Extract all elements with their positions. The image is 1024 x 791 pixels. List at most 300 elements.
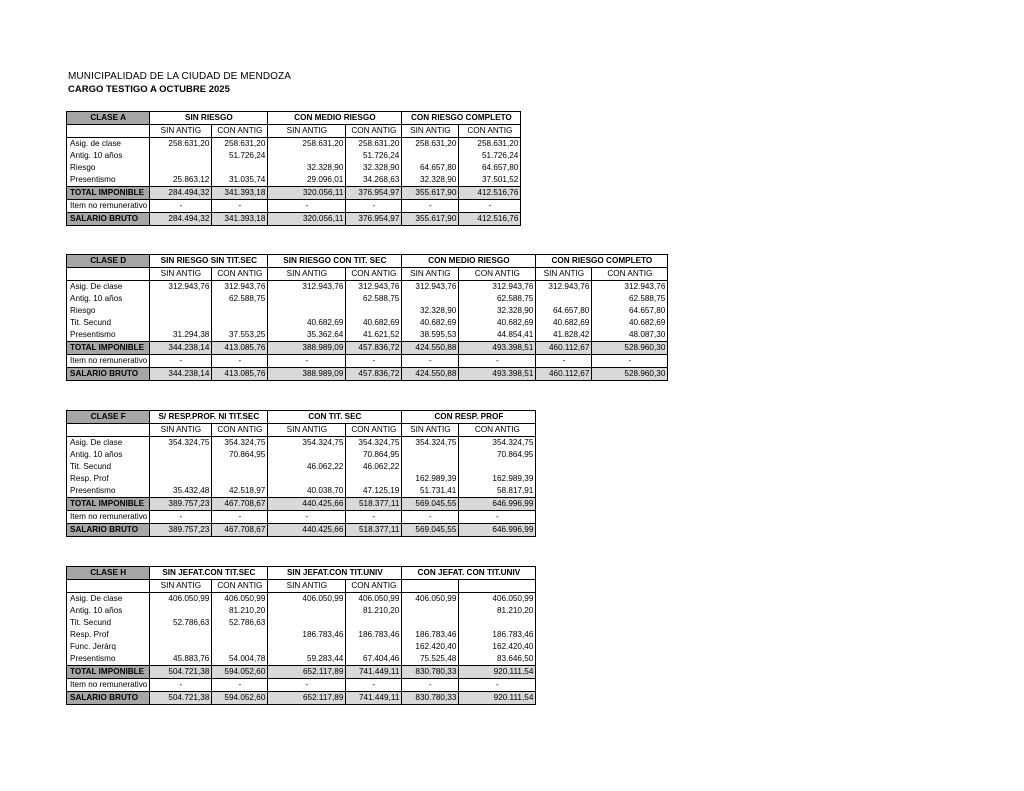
cell-value: 162.989,39 — [459, 473, 536, 485]
cell-value: 35.432,48 — [150, 485, 212, 498]
cell-value: 406.050,99 — [402, 593, 459, 606]
cell-value: 424.550,88 — [402, 342, 459, 355]
cell-value — [212, 305, 268, 317]
cell-value: - — [268, 679, 346, 692]
header-organization: MUNICIPALIDAD DE LA CIUDAD DE MENDOZA — [68, 71, 291, 82]
class-title: CLASE D — [67, 255, 150, 268]
cell-value: 652.117,89 — [268, 666, 346, 679]
cell-value: 64.657,80 — [536, 305, 592, 317]
cell-value: 389.757,23 — [150, 498, 212, 511]
cell-value: 34.268,63 — [346, 174, 402, 187]
subheader-blank — [67, 268, 150, 281]
row-label: Antig. 10 años — [67, 605, 150, 617]
table-row — [67, 329, 668, 342]
cell-value: 47.125,19 — [346, 485, 402, 498]
cell-value: 284.494,32 — [150, 213, 212, 226]
noremun-row — [67, 200, 521, 213]
row-label: Tit. Secund — [67, 461, 150, 473]
row-label: Resp. Prof — [67, 629, 150, 641]
table-clase-f — [66, 410, 536, 537]
column-subheader: CON ANTIG — [346, 268, 402, 281]
cell-value: 312.943,76 — [592, 281, 668, 294]
cell-value: 38.595,53 — [402, 329, 459, 342]
cell-value: - — [346, 511, 402, 524]
cell-value: 594.052,60 — [212, 666, 268, 679]
column-subheader: CON ANTIG — [212, 580, 268, 593]
cell-value: 51.726,24 — [212, 150, 268, 162]
column-subheader: SIN ANTIG — [268, 125, 346, 138]
cell-value: 830.780,33 — [402, 692, 459, 705]
cell-value: - — [150, 679, 212, 692]
row-label: Riesgo — [67, 305, 150, 317]
cell-value: - — [346, 355, 402, 368]
cell-value: 186.783,46 — [459, 629, 536, 641]
row-label: TOTAL IMPONIBLE — [67, 498, 150, 511]
cell-value: 46.062,22 — [268, 461, 346, 473]
cell-value: 312.943,76 — [212, 281, 268, 294]
cell-value — [459, 461, 536, 473]
cell-value: 186.783,46 — [402, 629, 459, 641]
column-subheader: SIN ANTIG — [268, 424, 346, 437]
row-label: Presentismo — [67, 653, 150, 666]
column-subheader: SIN ANTIG — [536, 268, 592, 281]
cell-value: 186.783,46 — [346, 629, 402, 641]
table-row — [67, 305, 668, 317]
cell-value: 258.631,20 — [459, 138, 521, 151]
cell-value: - — [150, 511, 212, 524]
cell-value: 406.050,99 — [268, 593, 346, 606]
column-subheader: CON ANTIG — [459, 424, 536, 437]
bruto-row — [67, 524, 536, 537]
cell-value: 312.943,76 — [402, 281, 459, 294]
row-label: Presentismo — [67, 174, 150, 187]
cell-value — [268, 617, 346, 629]
group-header: CON TIT. SEC — [268, 411, 402, 424]
cell-value: - — [346, 679, 402, 692]
cell-value — [402, 605, 459, 617]
cell-value: 25.863,12 — [150, 174, 212, 187]
cell-value: 389.757,23 — [150, 524, 212, 537]
cell-value: 62.588,75 — [592, 293, 668, 305]
cell-value: 412.516,76 — [459, 187, 521, 200]
group-header: CON JEFAT. CON TIT.UNIV — [402, 567, 536, 580]
table-row — [67, 617, 536, 629]
cell-value: 413.085,76 — [212, 368, 268, 381]
cell-value: 62.588,75 — [459, 293, 536, 305]
cell-value: - — [212, 355, 268, 368]
table-row — [67, 629, 536, 641]
cell-value: 376.954,97 — [346, 187, 402, 200]
cell-value — [402, 150, 459, 162]
cell-value: 162.420,40 — [459, 641, 536, 653]
cell-value: 32.328,90 — [268, 162, 346, 174]
cell-value — [150, 305, 212, 317]
cell-value: 354.324,75 — [459, 437, 536, 450]
cell-value — [212, 629, 268, 641]
group-header: CON MEDIO RIESGO — [402, 255, 536, 268]
table-row — [67, 449, 536, 461]
row-label: Resp. Prof — [67, 473, 150, 485]
class-title: CLASE A — [67, 112, 150, 125]
table-row — [67, 653, 536, 666]
table-row — [67, 461, 536, 473]
cell-value: 258.631,20 — [268, 138, 346, 151]
subheader-blank — [67, 424, 150, 437]
cell-value — [268, 641, 346, 653]
cell-value: 504.721,38 — [150, 692, 212, 705]
cell-value: 424.550,88 — [402, 368, 459, 381]
cell-value: 64.657,80 — [459, 162, 521, 174]
column-subheader: CON ANTIG — [592, 268, 668, 281]
cell-value: 75.525,48 — [402, 653, 459, 666]
cell-value — [150, 473, 212, 485]
total-row — [67, 342, 668, 355]
cell-value: - — [268, 200, 346, 213]
cell-value: 646.996,99 — [459, 524, 536, 537]
cell-value: 406.050,99 — [459, 593, 536, 606]
row-label: TOTAL IMPONIBLE — [67, 187, 150, 200]
cell-value: 258.631,20 — [346, 138, 402, 151]
cell-value — [402, 617, 459, 629]
row-label: Func. Jerárq — [67, 641, 150, 653]
column-subheader: SIN ANTIG — [402, 268, 459, 281]
noremun-row — [67, 679, 536, 692]
cell-value: 44.854,41 — [459, 329, 536, 342]
cell-value — [150, 641, 212, 653]
cell-value: 81.210,20 — [459, 605, 536, 617]
cell-value: 528.960,30 — [592, 342, 668, 355]
column-subheader: CON ANTIG — [346, 580, 402, 593]
cell-value: 52.786,63 — [150, 617, 212, 629]
cell-value — [212, 317, 268, 329]
cell-value — [268, 473, 346, 485]
class-title: CLASE H — [67, 567, 150, 580]
cell-value: 341.393,18 — [212, 213, 268, 226]
cell-value: - — [459, 511, 536, 524]
cell-value — [346, 305, 402, 317]
cell-value: 312.943,76 — [150, 281, 212, 294]
cell-value: 46.062,22 — [346, 461, 402, 473]
cell-value: 355.617,90 — [402, 187, 459, 200]
subheader-blank — [67, 580, 150, 593]
cell-value: - — [459, 200, 521, 213]
cell-value: 493.398,51 — [459, 368, 536, 381]
group-header: S/ RESP.PROF. NI TIT.SEC — [150, 411, 268, 424]
bruto-row — [67, 692, 536, 705]
row-label: Asig. De clase — [67, 437, 150, 450]
row-label: SALARIO BRUTO — [67, 368, 150, 381]
row-label: SALARIO BRUTO — [67, 692, 150, 705]
group-header: CON RIESGO COMPLETO — [402, 112, 521, 125]
cell-value: 344.238,14 — [150, 342, 212, 355]
cell-value: 48.087,30 — [592, 329, 668, 342]
cell-value — [212, 162, 268, 174]
cell-value: 741.449,11 — [346, 666, 402, 679]
cell-value: 569.045,55 — [402, 498, 459, 511]
cell-value: 70.864,95 — [346, 449, 402, 461]
cell-value: - — [212, 200, 268, 213]
cell-value: 440.425,66 — [268, 498, 346, 511]
total-row — [67, 187, 521, 200]
cell-value: 40.038,70 — [268, 485, 346, 498]
cell-value — [150, 629, 212, 641]
cell-value: 70.864,95 — [212, 449, 268, 461]
row-label: Item no remunerativo — [67, 679, 150, 692]
cell-value: 920.111,54 — [459, 666, 536, 679]
table-row — [67, 174, 521, 187]
cell-value: 830.780,33 — [402, 666, 459, 679]
cell-value: 493.398,51 — [459, 342, 536, 355]
cell-value: 518.377,11 — [346, 498, 402, 511]
cell-value — [268, 293, 346, 305]
cell-value: 312.943,76 — [268, 281, 346, 294]
cell-value: 594.052,60 — [212, 692, 268, 705]
table-row — [67, 281, 668, 294]
cell-value: 51.731,41 — [402, 485, 459, 498]
cell-value: 70.864,95 — [459, 449, 536, 461]
cell-value — [268, 305, 346, 317]
cell-value — [402, 461, 459, 473]
cell-value: 388.989,09 — [268, 368, 346, 381]
row-label: Antig. 10 años — [67, 150, 150, 162]
column-subheader: SIN ANTIG — [150, 424, 212, 437]
cell-value: 40.682,69 — [346, 317, 402, 329]
column-subheader: SIN ANTIG — [268, 268, 346, 281]
group-header: SIN JEFAT.CON TIT.UNIV — [268, 567, 402, 580]
cell-value: 52.786,63 — [212, 617, 268, 629]
column-subheader: CON ANTIG — [346, 424, 402, 437]
cell-value: 312.943,76 — [459, 281, 536, 294]
cell-value — [459, 617, 536, 629]
cell-value: 32.328,90 — [402, 305, 459, 317]
cell-value: 341.393,18 — [212, 187, 268, 200]
group-header: CON MEDIO RIESGO — [268, 112, 402, 125]
cell-value: 162.989,39 — [402, 473, 459, 485]
row-label: Asig. de clase — [67, 138, 150, 151]
cell-value: 258.631,20 — [402, 138, 459, 151]
total-row — [67, 666, 536, 679]
group-header: CON RIESGO COMPLETO — [536, 255, 668, 268]
column-subheader: CON ANTIG — [459, 125, 521, 138]
row-label: Asig. De clase — [67, 593, 150, 606]
bruto-row — [67, 213, 521, 226]
cell-value: 413.085,76 — [212, 342, 268, 355]
cell-value: 51.726,24 — [346, 150, 402, 162]
cell-value — [150, 293, 212, 305]
cell-value: 457.836,72 — [346, 368, 402, 381]
column-subheader: CON ANTIG — [212, 268, 268, 281]
cell-value — [212, 641, 268, 653]
cell-value: - — [402, 679, 459, 692]
cell-value: 81.210,20 — [346, 605, 402, 617]
cell-value — [150, 605, 212, 617]
cell-value: - — [536, 355, 592, 368]
cell-value: - — [268, 511, 346, 524]
noremun-row — [67, 511, 536, 524]
cell-value: 32.328,90 — [459, 305, 536, 317]
group-header: SIN RIESGO SIN TIT.SEC — [150, 255, 268, 268]
row-label: Item no remunerativo — [67, 200, 150, 213]
column-subheader: SIN ANTIG — [150, 268, 212, 281]
cell-value: 320.056,11 — [268, 187, 346, 200]
cell-value — [212, 461, 268, 473]
cell-value — [268, 150, 346, 162]
cell-value: 528.960,30 — [592, 368, 668, 381]
column-subheader: SIN ANTIG — [402, 424, 459, 437]
cell-value: - — [150, 200, 212, 213]
group-header: SIN JEFAT.CON TIT.SEC — [150, 567, 268, 580]
cell-value: - — [402, 511, 459, 524]
row-label: TOTAL IMPONIBLE — [67, 666, 150, 679]
cell-value: 258.631,20 — [212, 138, 268, 151]
cell-value: 460.112,67 — [536, 368, 592, 381]
subheader-blank — [67, 125, 150, 138]
cell-value: 354.324,75 — [150, 437, 212, 450]
cell-value: 354.324,75 — [268, 437, 346, 450]
table-row — [67, 605, 536, 617]
group-header: CON RESP. PROF — [402, 411, 536, 424]
cell-value: 35.362,64 — [268, 329, 346, 342]
table-row — [67, 138, 521, 151]
cell-value: 354.324,75 — [402, 437, 459, 450]
cell-value — [402, 449, 459, 461]
cell-value: 504.721,38 — [150, 666, 212, 679]
group-header: SIN RIESGO — [150, 112, 268, 125]
cell-value: 258.631,20 — [150, 138, 212, 151]
cell-value: - — [459, 679, 536, 692]
cell-value: 388.989,09 — [268, 342, 346, 355]
column-subheader: SIN ANTIG — [402, 125, 459, 138]
cell-value: 406.050,99 — [212, 593, 268, 606]
header-title: CARGO TESTIGO A OCTUBRE 2025 — [68, 84, 230, 95]
cell-value: 29.096,01 — [268, 174, 346, 187]
group-header: SIN RIESGO CON TIT. SEC — [268, 255, 402, 268]
cell-value: 355.617,90 — [402, 213, 459, 226]
column-subheader: SIN ANTIG — [150, 580, 212, 593]
cell-value: - — [212, 679, 268, 692]
table-row — [67, 437, 536, 450]
cell-value: 40.682,69 — [536, 317, 592, 329]
cell-value: - — [402, 355, 459, 368]
cell-value: 40.682,69 — [268, 317, 346, 329]
row-label: Item no remunerativo — [67, 511, 150, 524]
column-subheader — [402, 580, 459, 593]
cell-value: 62.588,75 — [346, 293, 402, 305]
cell-value: 62.588,75 — [212, 293, 268, 305]
cell-value: 64.657,80 — [402, 162, 459, 174]
cell-value: 40.682,69 — [402, 317, 459, 329]
cell-value: - — [346, 200, 402, 213]
table-clase-a — [66, 111, 521, 226]
table-row — [67, 293, 668, 305]
cell-value: 45.883,76 — [150, 653, 212, 666]
row-label: Tit. Secund — [67, 317, 150, 329]
table-clase-d — [66, 254, 668, 381]
cell-value: 58.817,91 — [459, 485, 536, 498]
cell-value: - — [150, 355, 212, 368]
cell-value: 320.056,11 — [268, 213, 346, 226]
table-row — [67, 150, 521, 162]
cell-value: 67.404,46 — [346, 653, 402, 666]
cell-value: 54.004,78 — [212, 653, 268, 666]
cell-value: 354.324,75 — [212, 437, 268, 450]
cell-value — [346, 641, 402, 653]
cell-value: 64.657,80 — [592, 305, 668, 317]
cell-value: 59.283,44 — [268, 653, 346, 666]
cell-value: 344.238,14 — [150, 368, 212, 381]
cell-value: 652.117,89 — [268, 692, 346, 705]
table-row — [67, 593, 536, 606]
cell-value — [150, 449, 212, 461]
cell-value: 412.516,76 — [459, 213, 521, 226]
cell-value — [268, 449, 346, 461]
cell-value: - — [268, 355, 346, 368]
row-label: Asig. De clase — [67, 281, 150, 294]
column-subheader — [459, 580, 536, 593]
cell-value: 920.111,54 — [459, 692, 536, 705]
cell-value — [150, 461, 212, 473]
row-label: Presentismo — [67, 329, 150, 342]
cell-value — [212, 473, 268, 485]
column-subheader: CON ANTIG — [459, 268, 536, 281]
table-row — [67, 162, 521, 174]
cell-value: - — [402, 200, 459, 213]
cell-value — [268, 605, 346, 617]
cell-value — [346, 617, 402, 629]
cell-value: 312.943,76 — [346, 281, 402, 294]
cell-value: 83.646,50 — [459, 653, 536, 666]
cell-value: 40.682,69 — [459, 317, 536, 329]
class-title: CLASE F — [67, 411, 150, 424]
cell-value: 741.449,11 — [346, 692, 402, 705]
cell-value: 354.324,75 — [346, 437, 402, 450]
cell-value: 406.050,99 — [150, 593, 212, 606]
noremun-row — [67, 355, 668, 368]
cell-value: - — [212, 511, 268, 524]
row-label: SALARIO BRUTO — [67, 213, 150, 226]
cell-value: 51.726,24 — [459, 150, 521, 162]
cell-value: 41.828,42 — [536, 329, 592, 342]
cell-value: 646.996,99 — [459, 498, 536, 511]
cell-value: 41.621,52 — [346, 329, 402, 342]
column-subheader: SIN ANTIG — [150, 125, 212, 138]
column-subheader: SIN ANTIG — [268, 580, 346, 593]
cell-value — [402, 293, 459, 305]
cell-value: - — [592, 355, 668, 368]
table-row — [67, 485, 536, 498]
cell-value: 376.954,97 — [346, 213, 402, 226]
cell-value: 467.708,67 — [212, 524, 268, 537]
column-subheader: CON ANTIG — [212, 424, 268, 437]
cell-value — [150, 150, 212, 162]
table-clase-h — [66, 566, 536, 705]
table-row — [67, 473, 536, 485]
cell-value: 32.328,90 — [346, 162, 402, 174]
cell-value: 460.112,67 — [536, 342, 592, 355]
row-label: Tit. Secund — [67, 617, 150, 629]
cell-value: 186.783,46 — [268, 629, 346, 641]
cell-value: 284.494,32 — [150, 187, 212, 200]
row-label: Antig. 10 años — [67, 449, 150, 461]
cell-value: 569.045,55 — [402, 524, 459, 537]
cell-value: 467.708,67 — [212, 498, 268, 511]
row-label: Item no remunerativo — [67, 355, 150, 368]
table-row — [67, 317, 668, 329]
cell-value — [150, 162, 212, 174]
row-label: SALARIO BRUTO — [67, 524, 150, 537]
cell-value: 457.836,72 — [346, 342, 402, 355]
cell-value — [150, 317, 212, 329]
